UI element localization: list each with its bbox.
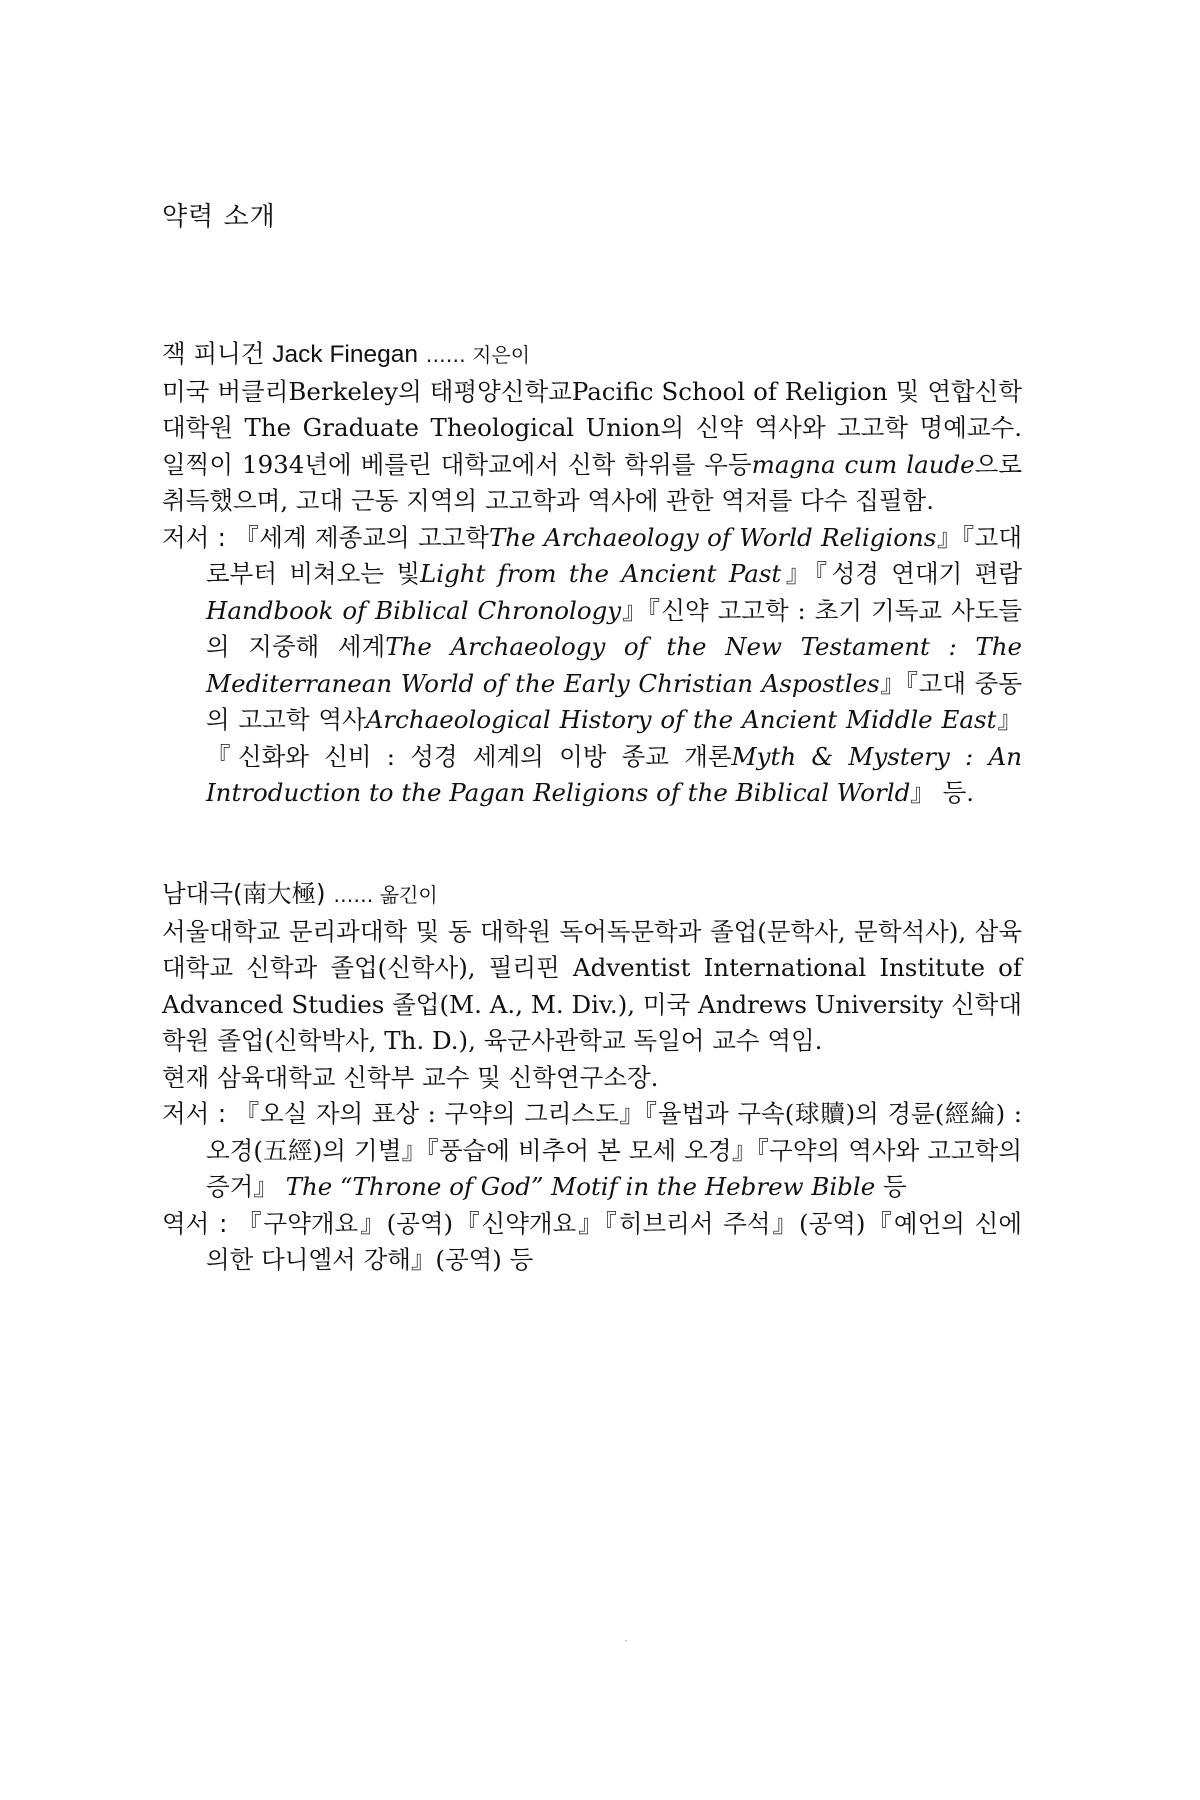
work-title-english: The Archaeology of the New Testament : The Mediterranean World of the Early Christian Aspostles	[206, 632, 1022, 698]
works-label: 저서 :	[162, 1099, 235, 1128]
work-title-korean: 』『신약 고고학 : 초기 기독교 사도들의 지중해 세계	[206, 595, 1022, 661]
translator-header	[162, 876, 1022, 914]
bio-text: 의 태평양신학교	[398, 376, 572, 406]
author-name-korean: 잭 피니건	[162, 339, 265, 368]
author-name	[162, 339, 418, 368]
work-title-english: Light from the Ancient Past	[420, 559, 782, 588]
page-heading: 약력 소개	[162, 202, 276, 232]
translator-profile	[162, 876, 1022, 1279]
translations-label: 역서 :	[162, 1208, 238, 1238]
author-name-latin: Jack Finegan	[272, 341, 418, 368]
author-role: …… 지은이	[425, 343, 531, 367]
bio-text: Berkeley	[288, 376, 399, 406]
translator-current-position: 현재 삼육대학교 신학부 교수 및 신학연구소장.	[162, 1062, 659, 1092]
author-header	[162, 336, 1022, 374]
work-title-korean: 『오실 자의 표상 : 구약의 그리스도』『율법과 구속(球贖)의 경륜(經綸) : 오경(五經)의 기별』『풍습에 비추어 본 모세 오경』『구약의 역사와 고고학의 증거』	[206, 1099, 1022, 1201]
work-title-korean: 』『성경 연대기 편람	[781, 559, 1022, 588]
work-title-korean: 』『고대로부터 비쳐오는 빛	[206, 522, 1023, 588]
bio-text: 년에 베를린 대학교에서 신학 학위를 우등	[304, 449, 752, 479]
works-tail: 등	[875, 1172, 907, 1201]
bio-text: 1934	[242, 449, 305, 479]
bio-text: 으로 취득했으며, 고대 근동 지역의 고고학과 역사에 관한 역저를 다수 집필함.	[162, 449, 1023, 515]
work-title-korean: 』『고대 중동의 고고학 역사	[206, 668, 1022, 734]
bio-text-italic: magna cum laude	[751, 449, 975, 479]
translation-titles: 『구약개요』(공역)『신약개요』『히브리서 주석』(공역)『예언의 신에 의한 다니엘서 강해』(공역) 등	[206, 1208, 1022, 1274]
translator-role: …… 옮긴이	[333, 883, 438, 907]
translator-translations	[162, 1206, 1022, 1279]
bio-text: Pacific School of Religion	[571, 376, 888, 406]
translator-bio: 서울대학교 문리과대학 및 동 대학원 독어독문학과 졸업(문학사, 문학석사), 삼육대학교 신학과 졸업(신학사), 필리핀 Adventist International Institute of Advanced Studies 졸업(M. A., M. Div.), 미국 Andrews University 신학대학원 졸업(신학박사, Th. D.), 육군사관학교 독일어 교수 역임.	[162, 916, 1022, 1055]
works-tail: 』 등.	[910, 778, 975, 807]
work-title-english: The “Throne of God” Motif in the Hebrew Bible	[285, 1172, 876, 1201]
works-label: 저서 :	[162, 522, 235, 552]
bio-text: The Graduate Theological Union	[244, 413, 661, 442]
author-profile	[162, 336, 1022, 812]
author-bio	[162, 374, 1022, 520]
bio-text: 미국 버클리	[162, 376, 289, 406]
work-title-english: The Archaeology of World Religions	[488, 522, 937, 552]
bio-text: 및 연합신학대학원	[162, 376, 1022, 442]
translator-works	[162, 1096, 1022, 1206]
author-works	[162, 520, 1022, 812]
scan-speck	[625, 1640, 627, 1641]
bio-text: 의 신약 역사와 고고학 명예교수. 일찍이	[162, 413, 1022, 479]
translator-name: 남대극(南大極)	[162, 879, 326, 908]
work-title-english: Archaeological History of the Ancient Middle East	[365, 705, 997, 734]
work-title-korean: 』『신화와 신비 : 성경 세계의 이방 종교 개론	[206, 705, 1023, 771]
work-title-english: Myth & Mystery : An Introduction to the Pagan Religions of the Biblical World	[206, 741, 1022, 807]
work-title-english: Handbook of Biblical Chronology	[206, 595, 622, 625]
work-title-korean: 『세계 제종교의 고고학	[234, 522, 489, 552]
